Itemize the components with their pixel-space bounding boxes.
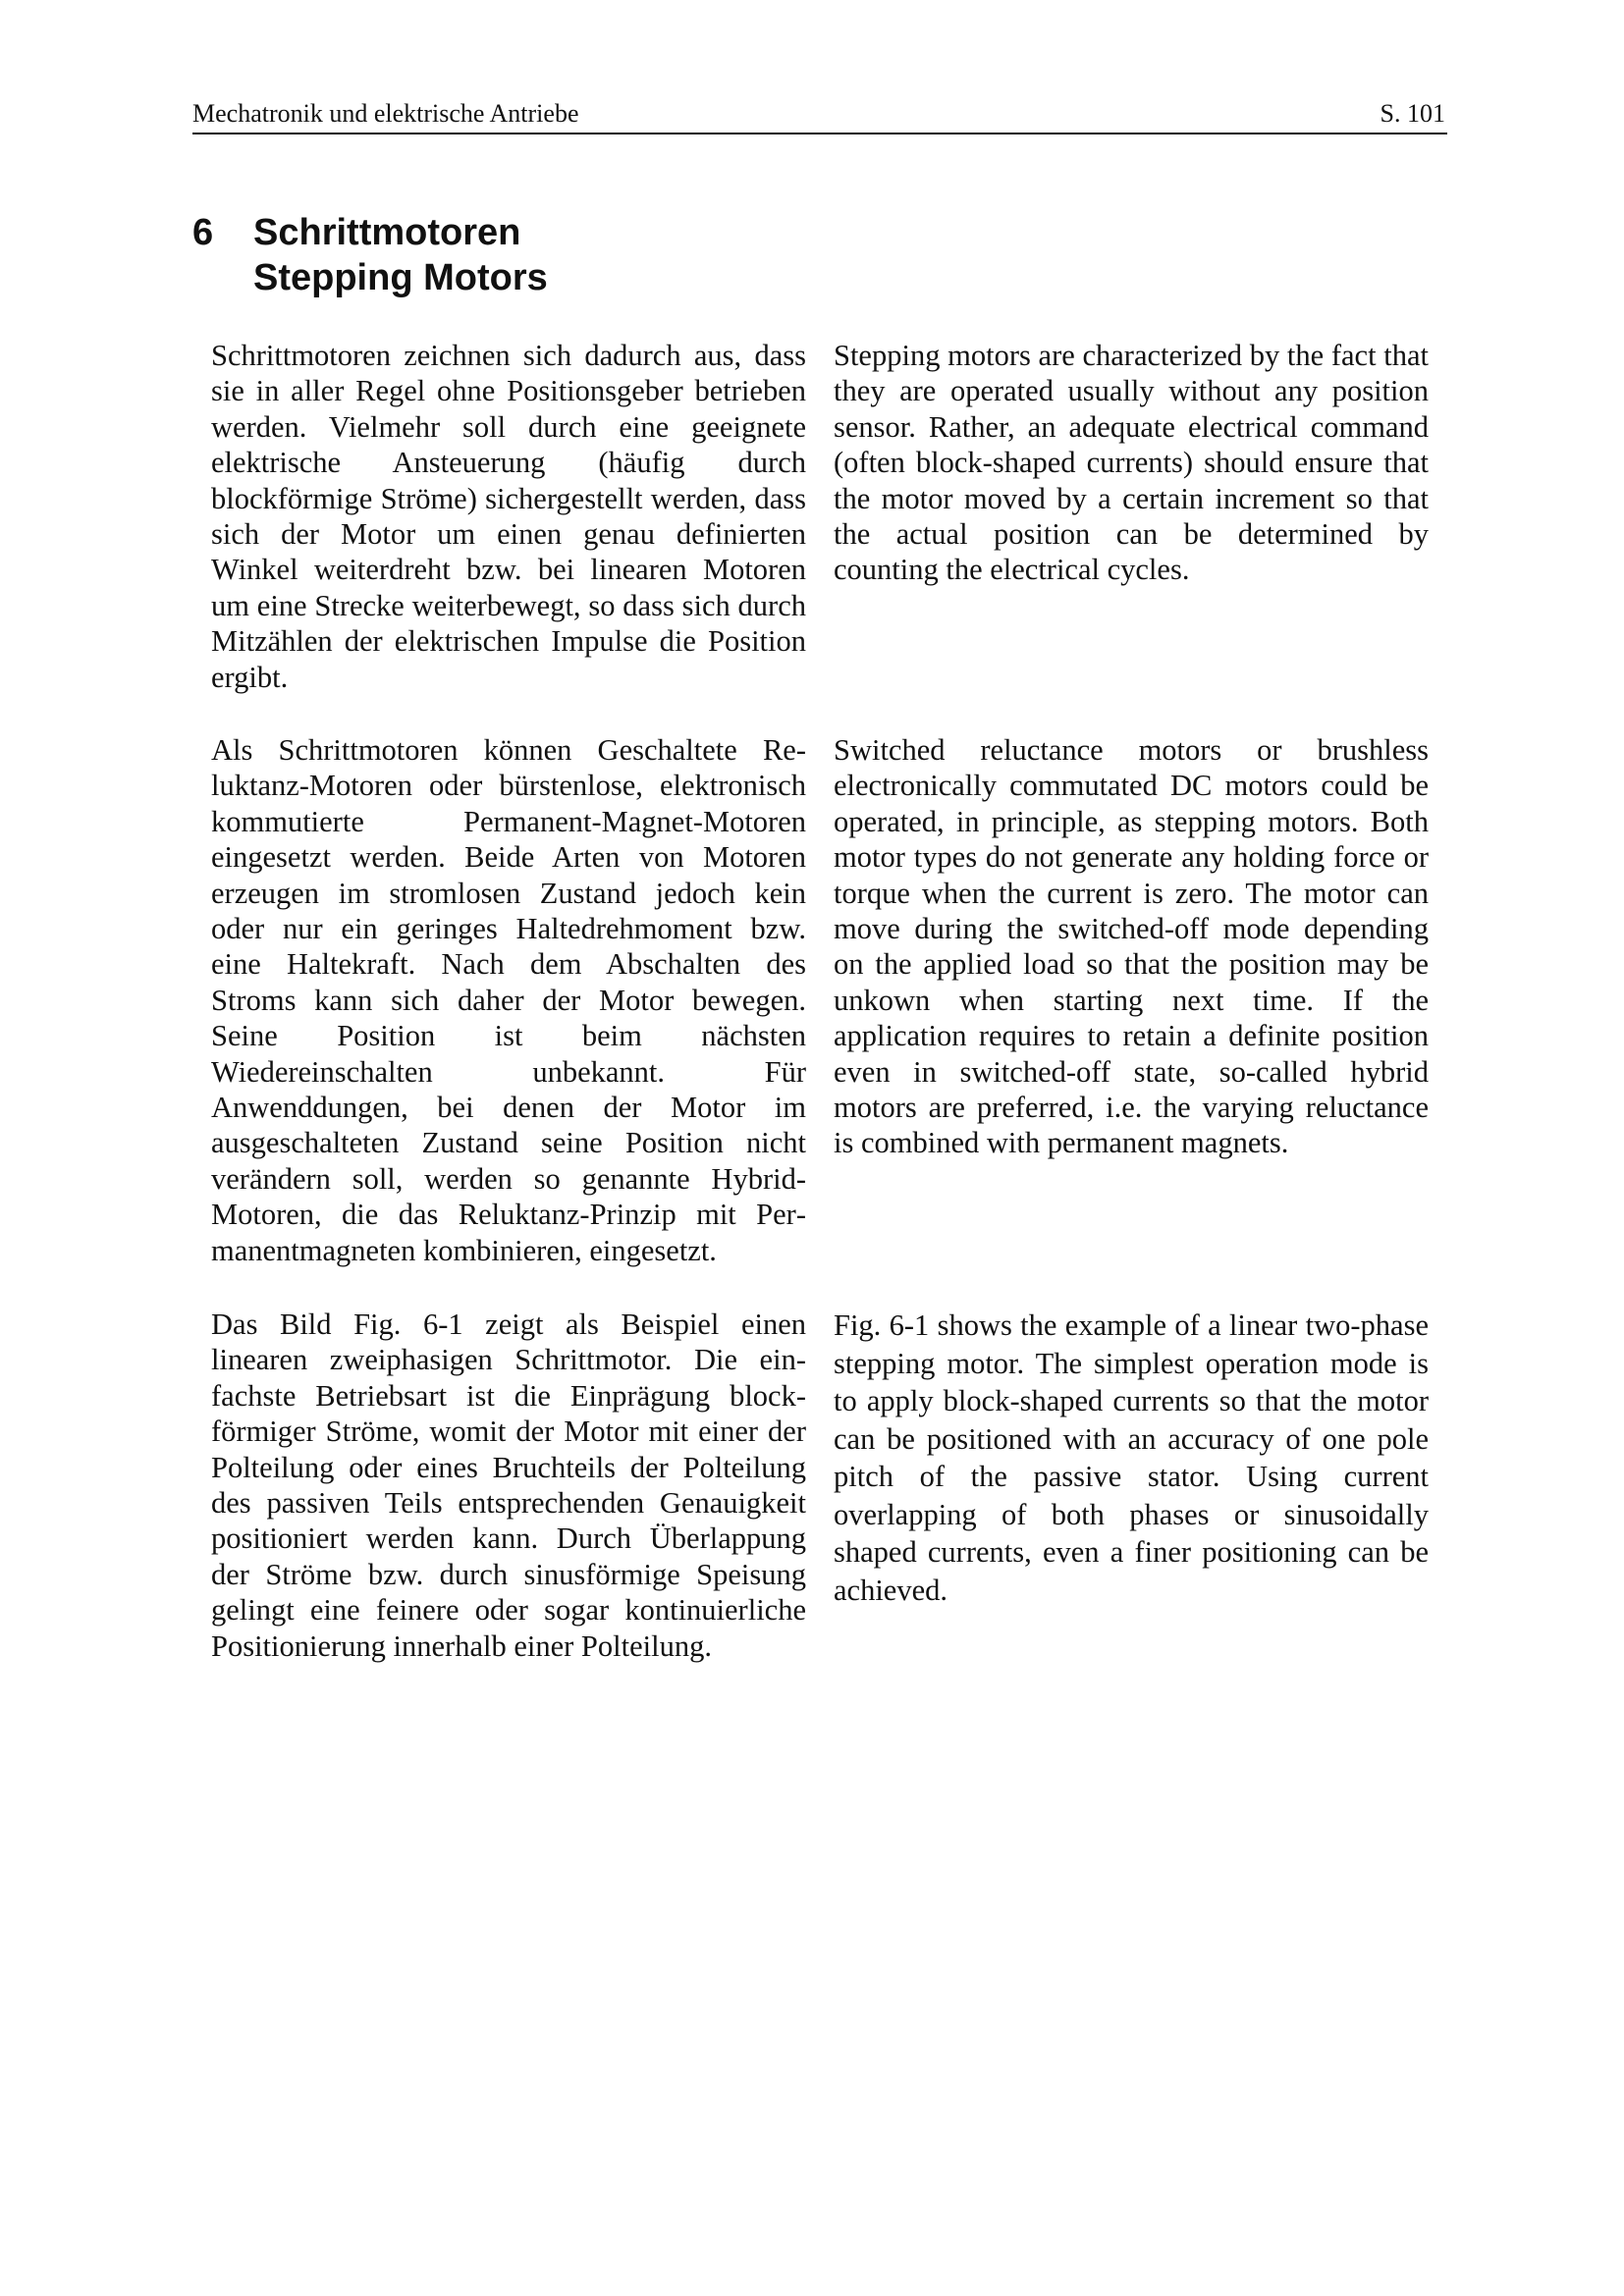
paragraph-3-german: Das Bild Fig. 6-1 zeigt als Beispiel einen linearen zweiphasigen Schrittmotor. Die einfachste Betriebsart ist die Einprägung blockförmiger Ströme, womit der Motor mit einer der Polteilung oder eines Bruchteils der Polteilung des passiven Teils entsprechenden Genauigkeit positioniert werden kann. Durch Überlappung der Ströme bzw. durch sinusförmige Speisung gelingt eine feinere oder sogar kontinuierliche Positionierung innerhalb einer Polteilung. xyxy=(211,1308,806,1663)
paragraph-2-english: Switched reluctance motors or brushless electronically commutated DC motors could be operated, in principle, as stepping motors. Both motor types do not generate any holding force or torque when the current is zero. The motor can move during the switched-off mode depending on the applied load so that the position may be unkown when starting next time. If the application requires to retain a definite position even in switched-off state, so-called hybrid motors are preferred, i.e. the varying reluctance is combined with permanent magnets. xyxy=(834,733,1429,1160)
running-header xyxy=(192,95,1447,134)
header-page-number: S. 101 xyxy=(1380,99,1445,128)
chapter-number: 6 xyxy=(192,212,214,253)
paragraph-1-english: Stepping motors are characterized by the fact that they are operated usually without any position sensor. Rather, an adequate electrical command (often block-shaped currents) should ensure that the motor moved by a certain increment so that the actual position can be determined by counting the electrical cycles. xyxy=(834,339,1429,587)
paragraph-2-german: Als Schrittmotoren können Geschaltete Reluktanz-Motoren oder bürstenlose, elektronisch kommutierte Permanent-Magnet-Motoren eingesetzt werden. Beide Arten von Motoren erzeugen im stromlosen Zustand jedoch kein oder nur ein geringes Haltedrehmoment bzw. eine Haltekraft. Nach dem Abschalten des Stroms kann sich daher der Motor bewegen. Seine Position ist beim nächsten Wiedereinschalten unbekannt. Für Anwenddungen, bei denen der Motor im ausgeschalteten Zustand seine Position nicht verändern soll, werden so genannte Hybrid-Motoren, die das Reluktanz-Prinzip mit Permanentmagneten kombinieren, eingesetzt. xyxy=(211,733,806,1267)
chapter-title-english: Stepping Motors xyxy=(253,257,548,298)
chapter-title-german: Schrittmotoren xyxy=(253,212,521,253)
chapter-title xyxy=(253,210,548,300)
paragraph-3-english: Fig. 6-1 shows the example of a linear two-phase stepping motor. The simplest operation mode is to apply block-shaped currents so that the motor can be positioned with an accuracy of one pole pitch of the passive stator. Using current overlapping of both phases or sinusoidally shaped currents, even a finer positioning can be achieved. xyxy=(834,1308,1429,1607)
header-book-title: Mechatronik und elektrische Antriebe xyxy=(192,99,579,128)
paragraph-1-german: Schrittmotoren zeichnen sich dadurch aus, dass sie in aller Regel ohne Positionsgeber betrieben werden. Vielmehr soll durch eine geeignete elektrische Ansteuerung (häufig durch blockförmige Ströme) sichergestellt werden, dass sich der Motor um einen genau definierten Winkel weiterdreht bzw. bei linearen Motoren um eine Strecke weiterbewegt, so dass sich durch Mitzählen der elektrischen Impulse die Position ergibt. xyxy=(211,339,806,694)
